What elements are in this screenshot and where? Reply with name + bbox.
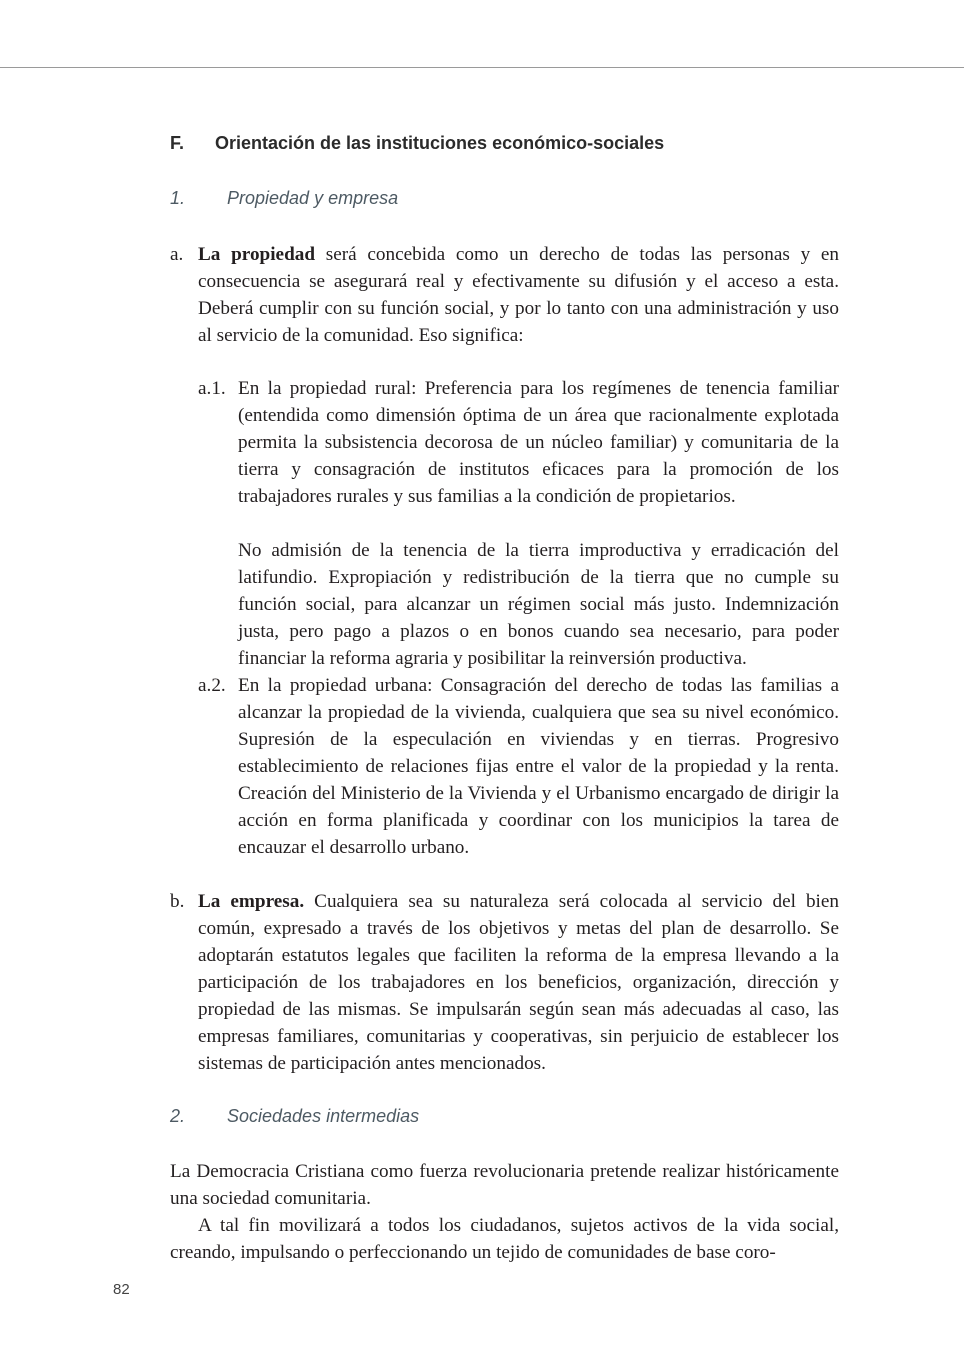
paragraph-latifundio: No admisión de la tenencia de la tierra improductiva y erradicación del latifundio. Expropiación y redistribución de la tierra que no cumple su función social, para alcanzar un régimen social más justo. Indemnización justa, pero pago a plazos o en bonos cuando sea necesario, para poder financiar la reforma agraria y posibilitar la reinversión productiva. [238, 540, 839, 669]
subsection-number: 2. [170, 1106, 186, 1126]
paragraph-propiedad-rural: En la propiedad rural: Preferencia para los regímenes de tenencia familiar (entendida como dimensión óptima de un área que racionalmente explotada permita la subsistencia decorosa de un núcleo familiar) y comunitaria de la tierra y consagración de institutos eficaces para la promoción de los trabajadores rurales y sus familias a la condición de propietarios. [238, 378, 839, 507]
paragraph-empresa [198, 888, 839, 1077]
subsection-number: 1. [170, 188, 186, 208]
term-empresa: La empresa. [198, 891, 305, 912]
subsection-title: Sociedades intermedias [227, 1106, 420, 1126]
term-propiedad: La propiedad [198, 244, 316, 265]
paragraph-text: Cualquiera sea su naturaleza será colocada al servicio del bien común, expresado a través de los objetivos y metas del plan de desarrollo. Se adoptarán estatutos legales que faciliten la reforma de la empresa llevando a la participación de los trabajadores en los beneficios, organización, dirección y propiedad de las mismas. Se impulsarán según sean más adecuadas al caso, las empresas familiares, comunitarias y cooperativas, sin perjuicio de establecer los sistemas de participación antes mencionados. [198, 891, 839, 1074]
list-marker-a2: a.2. [198, 675, 226, 696]
body-paragraph-1: La Democracia Cristiana como fuerza revolucionaria pretende realizar históricamente una sociedad comunitaria. [170, 1161, 839, 1209]
section-title: Orientación de las instituciones económico-sociales [215, 133, 665, 153]
subsection-title: Propiedad y empresa [227, 188, 399, 208]
section-label: F. [170, 133, 185, 153]
body-paragraph-2: A tal fin movilizará a todos los ciudadanos, sujetos activos de la vida social, creando, impulsando o perfeccionando un tejido de comunidades de base coro- [170, 1215, 839, 1263]
list-marker-a1: a.1. [198, 378, 226, 399]
list-marker-a: a. [170, 244, 184, 265]
paragraph-propiedad-urbana: En la propiedad urbana: Consagración del derecho de todas las familias a alcanzar la propiedad de la vivienda, cualquiera que sea su nivel económico. Supresión de la especulación en viviendas y en tierras. Progresivo establecimiento de relaciones fijas entre el valor de la propiedad y la renta. Creación del Ministerio de la Vivienda y el Urbanismo encargado de dirigir la acción en forma planificada y coordinar con los municipios la tarea de encauzar el desarrollo urbano. [238, 675, 839, 858]
paragraph-text: será concebida como un derecho de todas las personas y en consecuencia se asegurará real y efectivamente su difusión y el acceso a esta. Deberá cumplir con su función social, y por lo tanto con una administración y uso al servicio de la comunidad. Eso significa: [198, 244, 840, 346]
paragraph-propiedad [198, 241, 839, 349]
header-rule [0, 67, 964, 68]
list-marker-b: b. [170, 891, 185, 912]
page-number: 82 [113, 1281, 130, 1298]
